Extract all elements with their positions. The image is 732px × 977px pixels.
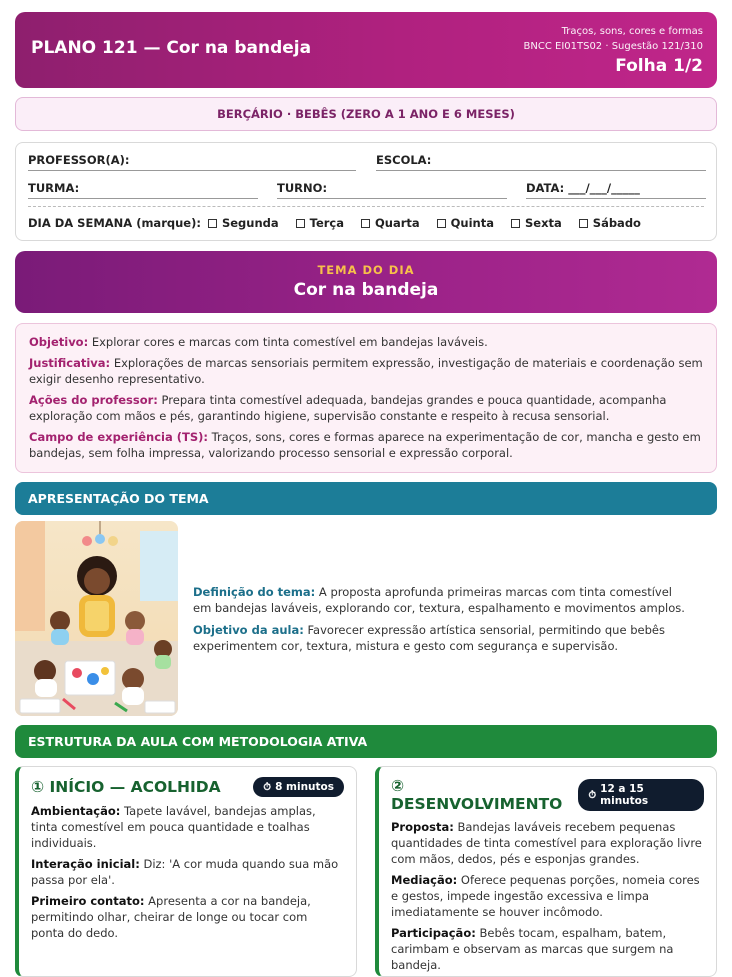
- theme-label: TEMA DO DIA: [317, 263, 415, 277]
- interacao-paragraph: Interação inicial: Diz: 'A cor muda quando sua mão passa por ela'.: [31, 857, 339, 887]
- experience-field-paragraph: Campo de experiência (TS): Traços, sons, cores e formas aparece na experimentação de cor, mancha e gesto em bandejas, sem folha impressa, valorizando processo sensorial e expressão corporal.: [29, 429, 701, 460]
- checkbox-icon[interactable]: [208, 219, 217, 228]
- time-badge: ⏱ 12 a 15 minutos: [578, 779, 704, 811]
- card-inicio-title: ① INÍCIO — ACOLHIDA: [31, 778, 221, 796]
- proposta-paragraph: Proposta: Bandejas laváveis recebem pequenas quantidades de tinta comestível para exploração livre com mãos, dedos, pés e esponjas grandes.: [391, 820, 702, 866]
- divider: [28, 206, 704, 207]
- checkbox-icon[interactable]: [437, 219, 446, 228]
- presentation-heading: APRESENTAÇÃO DO TEMA: [15, 482, 717, 515]
- stopwatch-icon: ⏱: [588, 789, 597, 801]
- objectives-box: [15, 323, 717, 473]
- teacher-actions-paragraph: Ações do professor: Prepara tinta comestível adequada, bandejas grandes e pouca quantidade, acompanha exploração com mãos e pés, garantindo higiene, supervisão constante e respeito à recusa sensorial.: [29, 392, 667, 423]
- weekday-option-segunda[interactable]: Segunda: [208, 216, 279, 230]
- weekday-option-quarta[interactable]: Quarta: [361, 216, 420, 230]
- card-desenvolvimento-title: ② DESENVOLVIMENTO: [391, 777, 563, 813]
- lesson-objective: Objetivo da aula: Favorecer expressão artística sensorial, permitindo que bebês experimentem cor, textura, mistura e gesto com segurança e supervisão.: [193, 623, 665, 653]
- lesson-structure-heading: ESTRUTURA DA AULA COM METODOLOGIA ATIVA: [15, 725, 717, 758]
- checkbox-icon[interactable]: [296, 219, 305, 228]
- weekday-option-sexta[interactable]: Sexta: [511, 216, 562, 230]
- bncc-code: BNCC EI01TS02 · Sugestão 121/310: [523, 41, 703, 52]
- plan-title: PLANO 121 — Cor na bandeja: [31, 38, 312, 58]
- header-meta: [524, 24, 703, 76]
- card-desenvolvimento: [375, 766, 717, 977]
- professor-field[interactable]: PROFESSOR(A):: [28, 151, 356, 171]
- mediacao-paragraph: Mediação: Oferece pequenas porções, nomeia cores e gestos, impede ingestão excessiva e limpa imediatamente se houver incômodo.: [391, 873, 700, 919]
- justification-paragraph: Justificativa: Explorações de marcas sensoriais permitem expressão, investigação de materiais e coordenação sem exigir desenho representativo.: [29, 355, 703, 386]
- stopwatch-icon: ⏱: [263, 781, 272, 793]
- time-badge: ⏱ 8 minutos: [253, 777, 344, 797]
- weekday-option-quinta[interactable]: Quinta: [437, 216, 494, 230]
- page-header: [15, 12, 717, 88]
- presentation-text: [193, 584, 693, 660]
- nursery-illustration: [15, 521, 178, 716]
- weekday-label: DIA DA SEMANA (marque):: [28, 216, 201, 230]
- contato-paragraph: Primeiro contato: Apresenta a cor na bandeja, permitindo olhar, cheirar de longe ou tocar com ponta do dedo.: [31, 894, 311, 940]
- checkbox-icon[interactable]: [361, 219, 370, 228]
- theme-of-the-day: [15, 251, 717, 313]
- theme-definition: Definição do tema: A proposta aprofunda primeiras marcas com tinta comestível em bandejas laváveis, explorando cor, textura, espalhamento e movimentos amplos.: [193, 585, 685, 615]
- date-field[interactable]: DATA: ___/___/_____: [526, 179, 706, 199]
- age-group-band: BERÇÁRIO · BEBÊS (ZERO A 1 ANO E 6 MESES): [15, 97, 717, 131]
- school-field[interactable]: ESCOLA:: [376, 151, 706, 171]
- participacao-paragraph: Participação: Bebês tocam, espalham, batem, carimbam e observam as marcas que surgem na bandeja.: [391, 926, 674, 972]
- ambientacao-paragraph: Ambientação: Tapete lavável, bandejas amplas, tinta comestível em pouca quantidade e toalhas individuais.: [31, 804, 316, 850]
- checkbox-icon[interactable]: [579, 219, 588, 228]
- card-inicio: [15, 766, 357, 977]
- shift-field[interactable]: TURNO:: [277, 179, 507, 199]
- theme-title: Cor na bandeja: [293, 280, 439, 300]
- weekday-selector: [28, 216, 658, 230]
- field-of-experience-label: Traços, sons, cores e formas: [561, 26, 703, 37]
- weekday-option-terca[interactable]: Terça: [296, 216, 344, 230]
- objective-paragraph: Objetivo: Explorar cores e marcas com tinta comestível em bandejas laváveis.: [29, 335, 488, 349]
- identification-box: [15, 142, 717, 241]
- checkbox-icon[interactable]: [511, 219, 520, 228]
- weekday-option-sabado[interactable]: Sábado: [579, 216, 641, 230]
- sheet-number: Folha 1/2: [615, 56, 703, 76]
- class-field[interactable]: TURMA:: [28, 179, 258, 199]
